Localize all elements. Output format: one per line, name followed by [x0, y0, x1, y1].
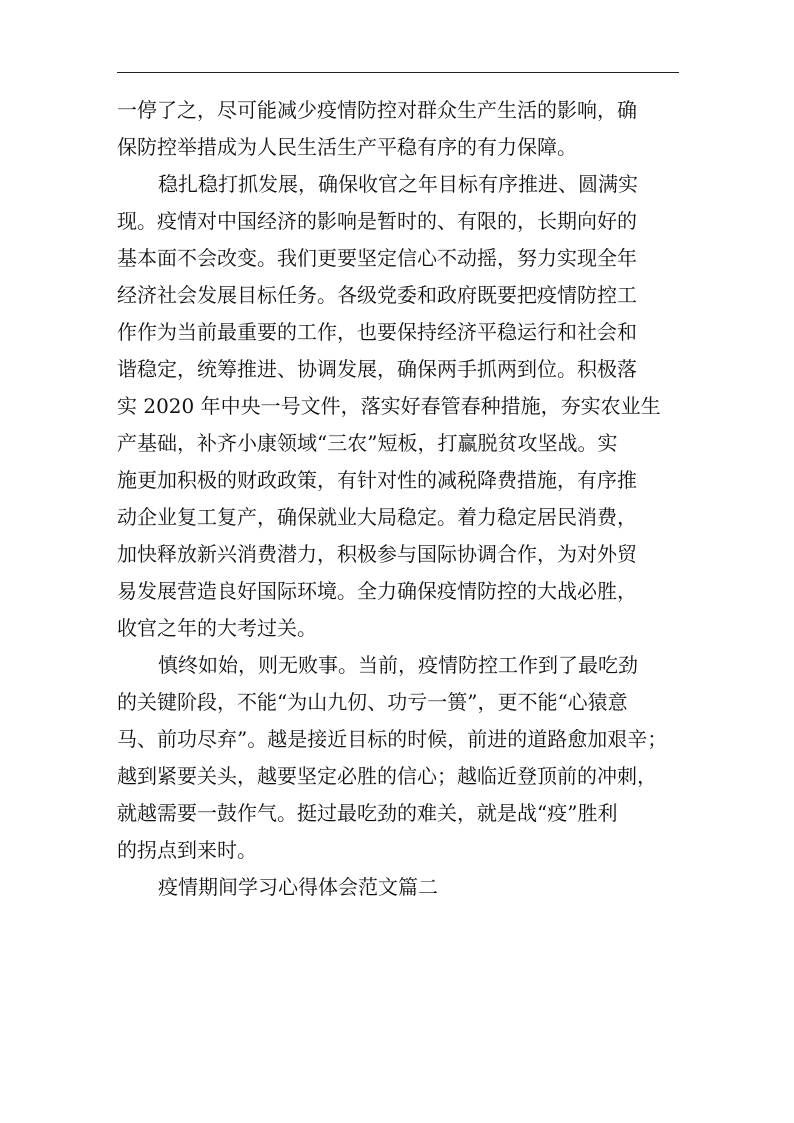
text-line: 施更加积极的财政政策，有针对性的减税降费措施，有序推 — [117, 468, 637, 492]
text-line: 谐稳定，统筹推进、协调发展，确保两手抓两到位。积极落 — [117, 357, 637, 381]
text-line: 保防控举措成为人民生活生产平稳有序的有力保障。 — [117, 135, 577, 159]
text-line: 作作为当前最重要的工作，也要保持经济平稳运行和社会和 — [117, 320, 637, 344]
text-line: 的拐点到来时。 — [117, 838, 257, 862]
text-line: 收官之年的大考过关。 — [117, 616, 317, 640]
text-line: 一停了之，尽可能减少疫情防控对群众生产生活的影响，确 — [117, 98, 637, 122]
text-line: 易发展营造良好国际环境。全力确保疫情防控的大战必胜， — [117, 579, 637, 603]
text-line: 产基础，补齐小康领域“三农”短板，打赢脱贫攻坚战。实 — [117, 431, 618, 455]
text-line: 疫情期间学习心得体会范文篇二 — [158, 875, 438, 899]
header-rule — [117, 72, 679, 73]
text-line: 稳扎稳打抓发展，确保收官之年目标有序推进、圆满实 — [158, 172, 638, 196]
text-line: 马、前功尽弃”。越是接近目标的时候，前进的道路愈加艰辛； — [117, 727, 668, 751]
document-body — [117, 92, 679, 906]
text-line: 的关键阶段，不能“为山九仞、功亏一篑”，更不能“心猿意 — [117, 690, 628, 714]
text-line: 现。疫情对中国经济的影响是暂时的、有限的，长期向好的 — [117, 209, 637, 233]
text-line: 实 2020 年中央一号文件，落实好春管春种措施，夯实农业生 — [117, 394, 661, 418]
text-line: 动企业复工复产，确保就业大局稳定。着力稳定居民消费， — [117, 505, 637, 529]
text-line: 基本面不会改变。我们更要坚定信心不动摇，努力实现全年 — [117, 246, 637, 270]
text-line: 越到紧要关头，越要坚定必胜的信心；越临近登顶前的冲刺， — [117, 764, 657, 788]
text-line: 经济社会发展目标任务。各级党委和政府既要把疫情防控工 — [117, 283, 637, 307]
text-line: 就越需要一鼓作气。挺过最吃劲的难关，就是战“疫”胜利 — [117, 801, 618, 825]
text-line: 慎终如始，则无败事。当前，疫情防控工作到了最吃劲 — [158, 653, 638, 677]
text-line: 加快释放新兴消费潜力，积极参与国际协调合作，为对外贸 — [117, 542, 637, 566]
